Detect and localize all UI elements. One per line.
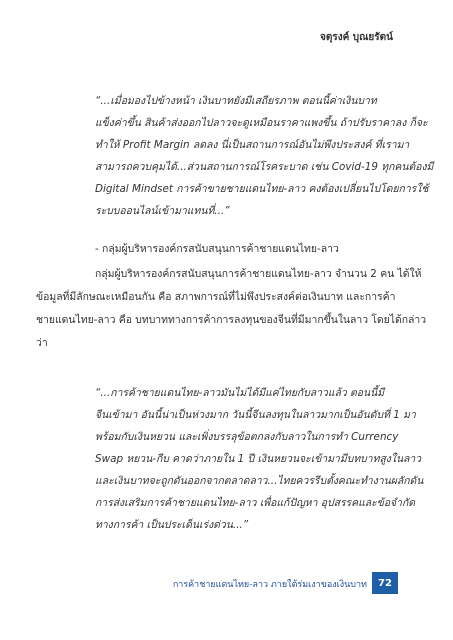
quote2-line: จีนเข้ามา อันนี้น่าเป็นห่วงมาก วันนี้จีนลงทุนในลาวมากเป็นอันดับที่ 1 มา [95, 409, 416, 421]
quote1-line: ระบบออนไลน์เข้ามาแทนที่...” [95, 205, 230, 217]
paragraph-text: กลุ่มผู้บริหารองค์กรสนับสนุนการค้าชายแดนไทย-ลาว จำนวน 2 คน ได้ให้ [95, 268, 422, 280]
quote1-line: สามารถควบคุมได้...ส่วนสถานการณ์โรคระบาด เช่น Covid-19 ทุกคนต้องมี [95, 161, 434, 173]
quote2-line: พร้อมกับเงินหยวน และเพิ่งบรรลุข้อตกลงกับลาวในการทำ Currency [95, 431, 399, 443]
quote2-line: Swap หยวน-กีบ คาดว่าภายใน 1 ปี เงินหยวนจะเข้ามามีบทบาทสูงในลาว [95, 453, 422, 465]
paragraph-line: ชายแดนไทย-ลาว คือ บทบาททางการค้าการลงทุนของจีนที่มีมากขึ้นในลาว โดยได้กล่าว [36, 314, 427, 326]
quote1-line: ทำให้ Profit Margin ลดลง นี่เป็นสถานการณ์อันไม่พึงประสงค์ ที่เรามา [95, 139, 410, 151]
page-footer [0, 572, 453, 596]
quote2-line: และเงินบาทจะถูกดันออกจากตลาดลาว...ไทยควรรีบตั้งคณะทำงานผลักดัน [95, 475, 424, 487]
paragraph-line: ข้อมูลที่มีลักษณะเหมือนกัน คือ สภาพการณ์ที่ไม่พึงประสงค์ต่อเงินบาท และการค้า [36, 291, 396, 303]
body-paragraph [36, 263, 427, 355]
paragraph-line [36, 263, 422, 286]
footer-book-title: การค้าชายแดนไทย-ลาว ภายใต้ร่มเงาของเงินบาท [172, 580, 367, 590]
quote2-line: การส่งเสริมการค้าชายแดนไทย-ลาว เพื่อแก้ปัญหา อุปสรรคและข้อจำกัด [95, 497, 416, 509]
page-number: 72 [372, 572, 398, 594]
quote-block-1 [95, 90, 434, 222]
quote1-line: แข็งค่าขึ้น สินค้าส่งออกไปลาวจะดูเหมือนราคาแพงขึ้น ถ้าปรับราคาลง ก็จะ [95, 117, 428, 129]
quote2-line: “...การค้าชายแดนไทย-ลาวมันไม่ได้มีแค่ไทยกับลาวแล้ว ตอนนี้มี [95, 387, 385, 399]
quote2-line: ทางการค้า เป็นประเด็นเร่งด่วน...” [95, 519, 249, 531]
author-name: จตุรงค์ บุณยรัตน์ [320, 32, 393, 43]
quote1-line: “...เมื่อมองไปข้างหน้า เงินบาทยังมีเสถียรภาพ ตอนนี้ค่าเงินบาท [95, 95, 377, 107]
section-heading: - กลุ่มผู้บริหารองค์กรสนับสนุนการค้าชายแดนไทย-ลาว [95, 243, 339, 255]
paragraph-line: ว่า [36, 337, 48, 349]
quote-block-2 [95, 382, 424, 536]
quote1-line: Digital Mindset การค้าขายชายแดนไทย-ลาว คงต้องเปลี่ยนไปโดยการใช้ [95, 183, 429, 195]
